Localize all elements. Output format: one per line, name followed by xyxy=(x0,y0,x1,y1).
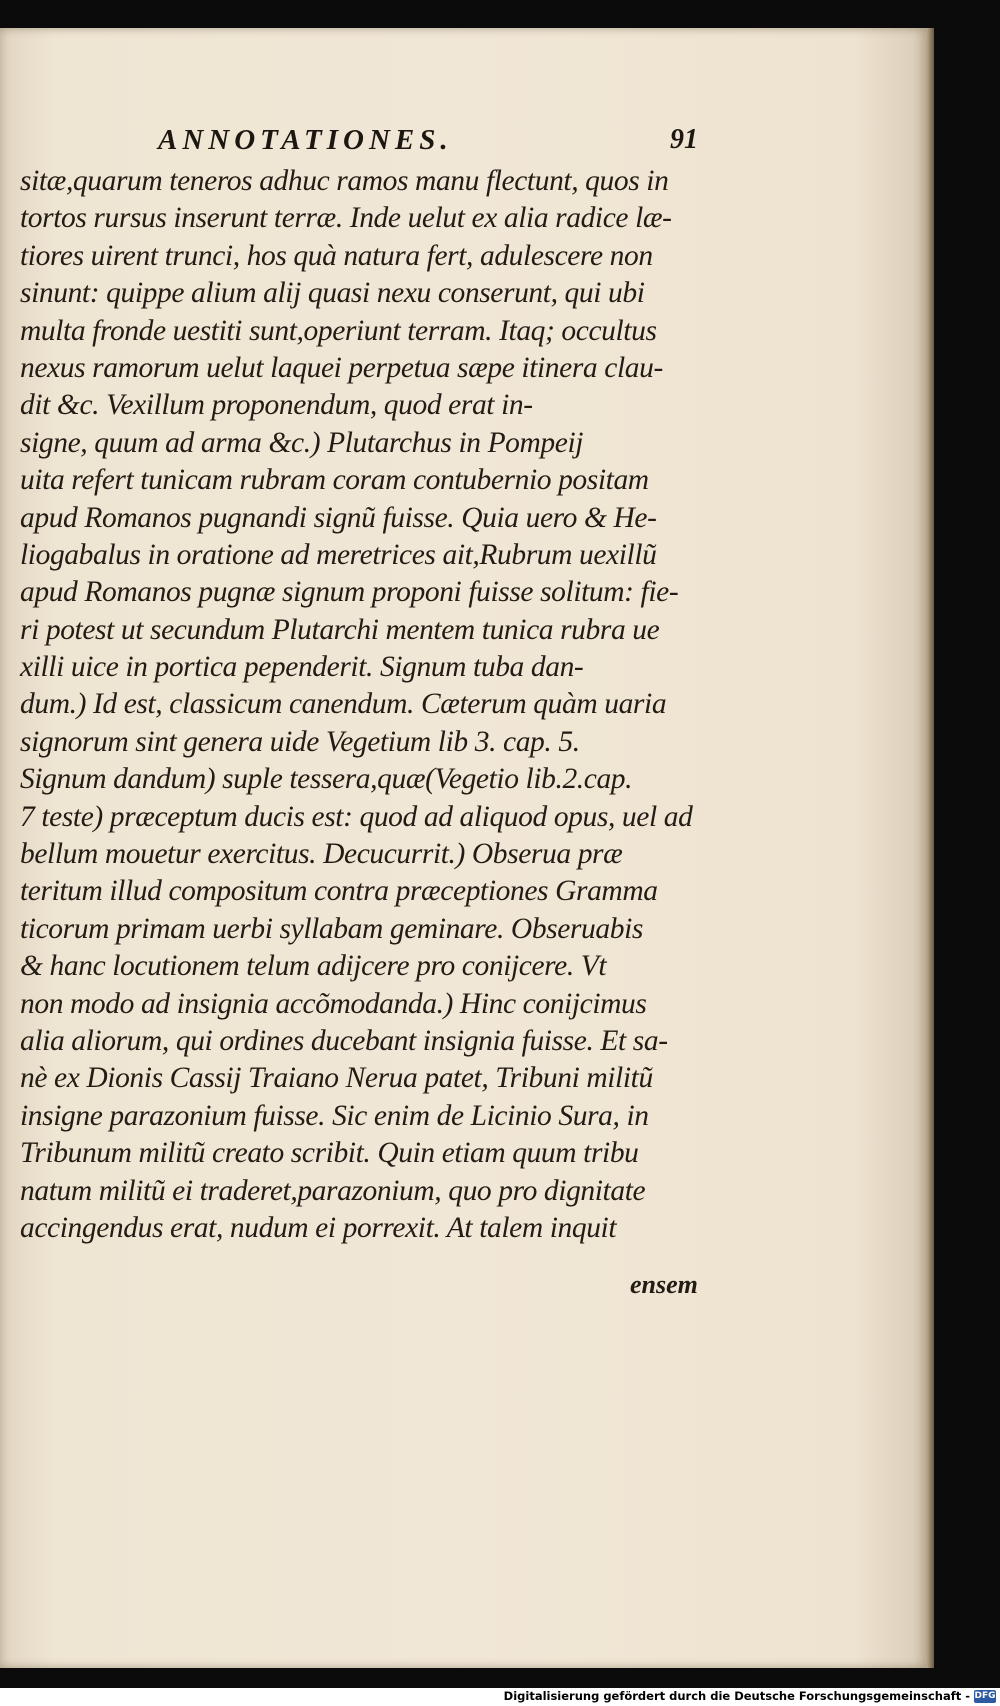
text-line: apud Romanos pugnandi signũ fuisse. Quia uero & He- xyxy=(20,501,657,534)
text-line: signorum sint genera uide Vegetium lib 3. cap. 5. xyxy=(20,725,580,758)
text-line: 7 teste) præceptum ducis est: quod ad aliquod opus, uel ad xyxy=(20,800,693,833)
text-line: insigne parazonium fuisse. Sic enim de Licinio Sura, in xyxy=(20,1099,649,1132)
text-line: alia aliorum, qui ordines ducebant insignia fuisse. Et sa- xyxy=(20,1024,668,1057)
text-line: dum.) Id est, classicum canendum. Cæterum quàm uaria xyxy=(20,688,667,721)
text-line: bellum mouetur exercitus. Decucurrit.) Obserua præ xyxy=(20,838,623,871)
text-line: uita refert tunicam rubram coram contubernio positam xyxy=(20,464,649,497)
text-line: xilli uice in portica pependerit. Signum tuba dan- xyxy=(20,651,584,684)
text-line: natum militũ ei traderet,parazonium, quo pro dignitate xyxy=(20,1174,646,1207)
running-head: ANNOTATIONES. xyxy=(158,124,453,156)
text-line: sitæ,quarum teneros adhuc ramos manu flectunt, quos in xyxy=(20,165,669,197)
catchword: ensem xyxy=(630,1270,698,1299)
text-line: & hanc locutionem telum adijcere pro conijcere. Vt xyxy=(20,950,607,983)
page-number: 91 xyxy=(670,124,698,155)
text-line: sinunt: quippe alium alij quasi nexu conserunt, qui ubi xyxy=(20,277,645,310)
footer-credit: Digitalisierung gefördert durch die Deutsche Forschungsgemeinschaft - xyxy=(503,1689,970,1703)
dfg-logo-icon: DFG xyxy=(974,1691,996,1701)
text-line: liogabalus in oratione ad meretrices ait,Rubrum uexillũ xyxy=(20,538,657,571)
text-line: signe, quum ad arma &c.) Plutarchus in Pompeij xyxy=(20,426,584,459)
text-line: accingendus erat, nudum ei porrexit. At talem inquit xyxy=(20,1211,617,1244)
body-text xyxy=(20,163,720,1247)
text-line: nexus ramorum uelut laquei perpetua sæpe itinera clau- xyxy=(20,351,663,384)
text-line: multa fronde uestiti sunt,operiunt terram. Itaq; occultus xyxy=(20,314,657,347)
text-line: tiores uirent trunci, hos quà natura fert, adulescere non xyxy=(20,239,653,272)
text-line: non modo ad insignia accõmodanda.) Hinc conijcimus xyxy=(20,987,647,1020)
text-line: ticorum primam uerbi syllabam geminare. Obseruabis xyxy=(20,912,643,945)
text-line: apud Romanos pugnæ signum proponi fuisse solitum: fie- xyxy=(20,576,679,609)
text-line: Tribunum militũ creato scribit. Quin etiam quum tribu xyxy=(20,1137,639,1170)
text-line: dit &c. Vexillum proponendum, quod erat in- xyxy=(20,389,533,422)
page-edge xyxy=(926,28,934,1668)
footer-credit-bar xyxy=(0,1688,1000,1706)
text-line: tortos rursus inserunt terræ. Inde uelut ex alia radice læ- xyxy=(20,202,672,235)
text-line: nè ex Dionis Cassij Traiano Nerua patet, Tribuni militũ xyxy=(20,1062,653,1095)
text-line: Signum dandum) suple tessera,quæ(Vegetio lib.2.cap. xyxy=(20,763,633,796)
text-line: ri potest ut secundum Plutarchi mentem tunica rubra ue xyxy=(20,613,660,646)
text-line: teritum illud compositum contra præceptiones Gramma xyxy=(20,875,658,908)
